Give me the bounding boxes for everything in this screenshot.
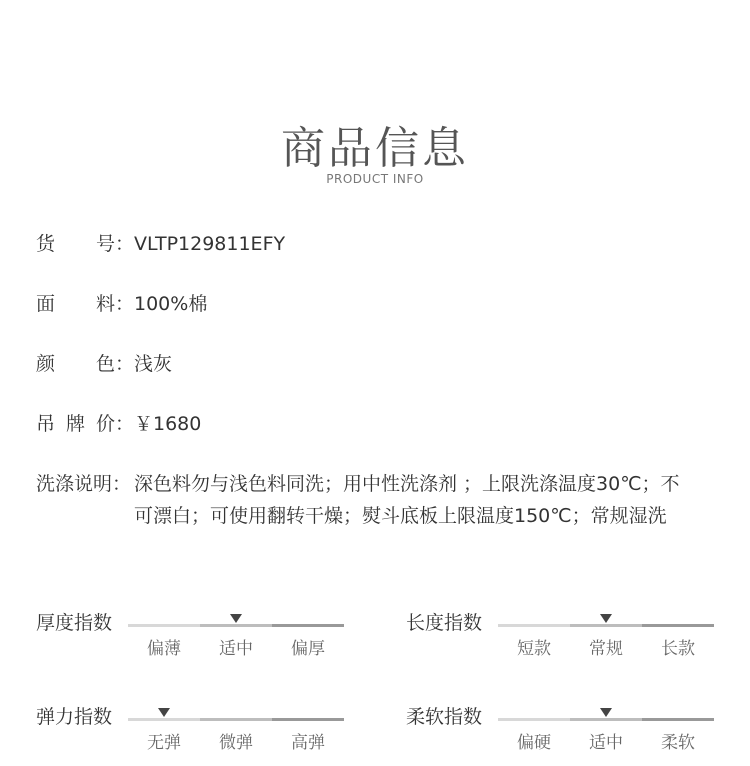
scale-segment xyxy=(570,718,642,721)
color-colon: ： xyxy=(114,353,134,375)
index-thickness xyxy=(36,608,344,668)
scale-segment xyxy=(570,624,642,627)
scale-bar xyxy=(498,624,714,627)
scale-segment xyxy=(272,624,344,627)
scale-option: 适中 xyxy=(589,733,623,753)
scale-option: 常规 xyxy=(589,639,623,659)
price-label-char: 牌 xyxy=(65,413,85,435)
price-colon: ： xyxy=(114,413,134,435)
care-line: 深色料勿与浅色料同洗；用中性洗涤剂 ；上限洗涤温度30℃；不 xyxy=(134,473,680,495)
sku-label-tail xyxy=(96,228,134,260)
fabric-label-char: 料 xyxy=(95,293,115,315)
scale-option: 无弹 xyxy=(147,733,181,753)
scale-option: 微弹 xyxy=(219,733,253,753)
fabric-label-tail xyxy=(96,288,134,320)
fabric-label-char: 面 xyxy=(36,293,56,315)
color-label xyxy=(36,348,134,380)
scale-segment xyxy=(642,718,714,721)
fabric-value: 100%棉 xyxy=(134,293,208,315)
index-length xyxy=(406,608,714,668)
scale-option: 偏薄 xyxy=(147,639,181,659)
scale-segment xyxy=(128,624,200,627)
color-label-char: 颜 xyxy=(36,353,56,375)
selected-marker-icon xyxy=(158,708,170,717)
fabric-label xyxy=(36,288,134,320)
fabric-colon: ： xyxy=(114,293,134,315)
scale-bar xyxy=(128,624,344,627)
page-subtitle: PRODUCT INFO xyxy=(326,172,424,186)
price-label xyxy=(36,408,134,440)
price-label-char: 吊 xyxy=(36,413,56,435)
color-label-char: 色 xyxy=(95,353,115,375)
info-row-color xyxy=(36,348,714,380)
thickness-index-label: 厚度指数 xyxy=(36,612,113,634)
scale-bar xyxy=(128,718,344,721)
index-softness xyxy=(406,702,714,762)
scale-option: 柔软 xyxy=(661,733,695,753)
scale-option: 短款 xyxy=(517,639,551,659)
sku-colon: ： xyxy=(114,233,134,255)
scale-segment xyxy=(498,718,570,721)
index-elasticity xyxy=(36,702,344,762)
care-label: 洗涤说明： xyxy=(36,473,132,495)
price-value: ￥1680 xyxy=(134,413,202,435)
selected-marker-icon xyxy=(230,614,242,623)
page-title: 商品信息 xyxy=(281,123,469,174)
scale-segment xyxy=(200,624,272,627)
selected-marker-icon xyxy=(600,614,612,623)
care-line: 可漂白；可使用翻转干燥；熨斗底板上限温度150℃；常规湿洗 xyxy=(134,505,667,527)
color-value: 浅灰 xyxy=(134,353,173,375)
softness-index-label: 柔软指数 xyxy=(406,706,483,728)
scale-segment xyxy=(200,718,272,721)
info-row-sku xyxy=(36,228,714,260)
scale-option: 偏硬 xyxy=(517,733,551,753)
softness-scale xyxy=(498,702,714,762)
sku-label-char: 货 xyxy=(36,233,56,255)
scale-option: 偏厚 xyxy=(291,639,325,659)
info-row-price xyxy=(36,408,714,440)
sku-value: VLTP129811EFY xyxy=(134,233,286,255)
sku-label-char: 号 xyxy=(95,233,115,255)
scale-option: 高弹 xyxy=(291,733,325,753)
scale-segment xyxy=(642,624,714,627)
info-row-fabric xyxy=(36,288,714,320)
scale-option: 适中 xyxy=(219,639,253,659)
price-label-char: 价 xyxy=(95,413,115,435)
thickness-scale xyxy=(128,608,344,668)
scale-bar xyxy=(498,718,714,721)
scale-segment xyxy=(272,718,344,721)
scale-segment xyxy=(498,624,570,627)
color-label-tail xyxy=(96,348,134,380)
care-value xyxy=(134,468,714,532)
selected-marker-icon xyxy=(600,708,612,717)
sku-label xyxy=(36,228,134,260)
scale-segment xyxy=(128,718,200,721)
length-scale xyxy=(498,608,714,668)
price-label-tail xyxy=(96,408,134,440)
scale-option: 长款 xyxy=(661,639,695,659)
elasticity-index-label: 弹力指数 xyxy=(36,706,113,728)
elasticity-scale xyxy=(128,702,344,762)
info-row-care xyxy=(36,468,714,532)
length-index-label: 长度指数 xyxy=(406,612,483,634)
